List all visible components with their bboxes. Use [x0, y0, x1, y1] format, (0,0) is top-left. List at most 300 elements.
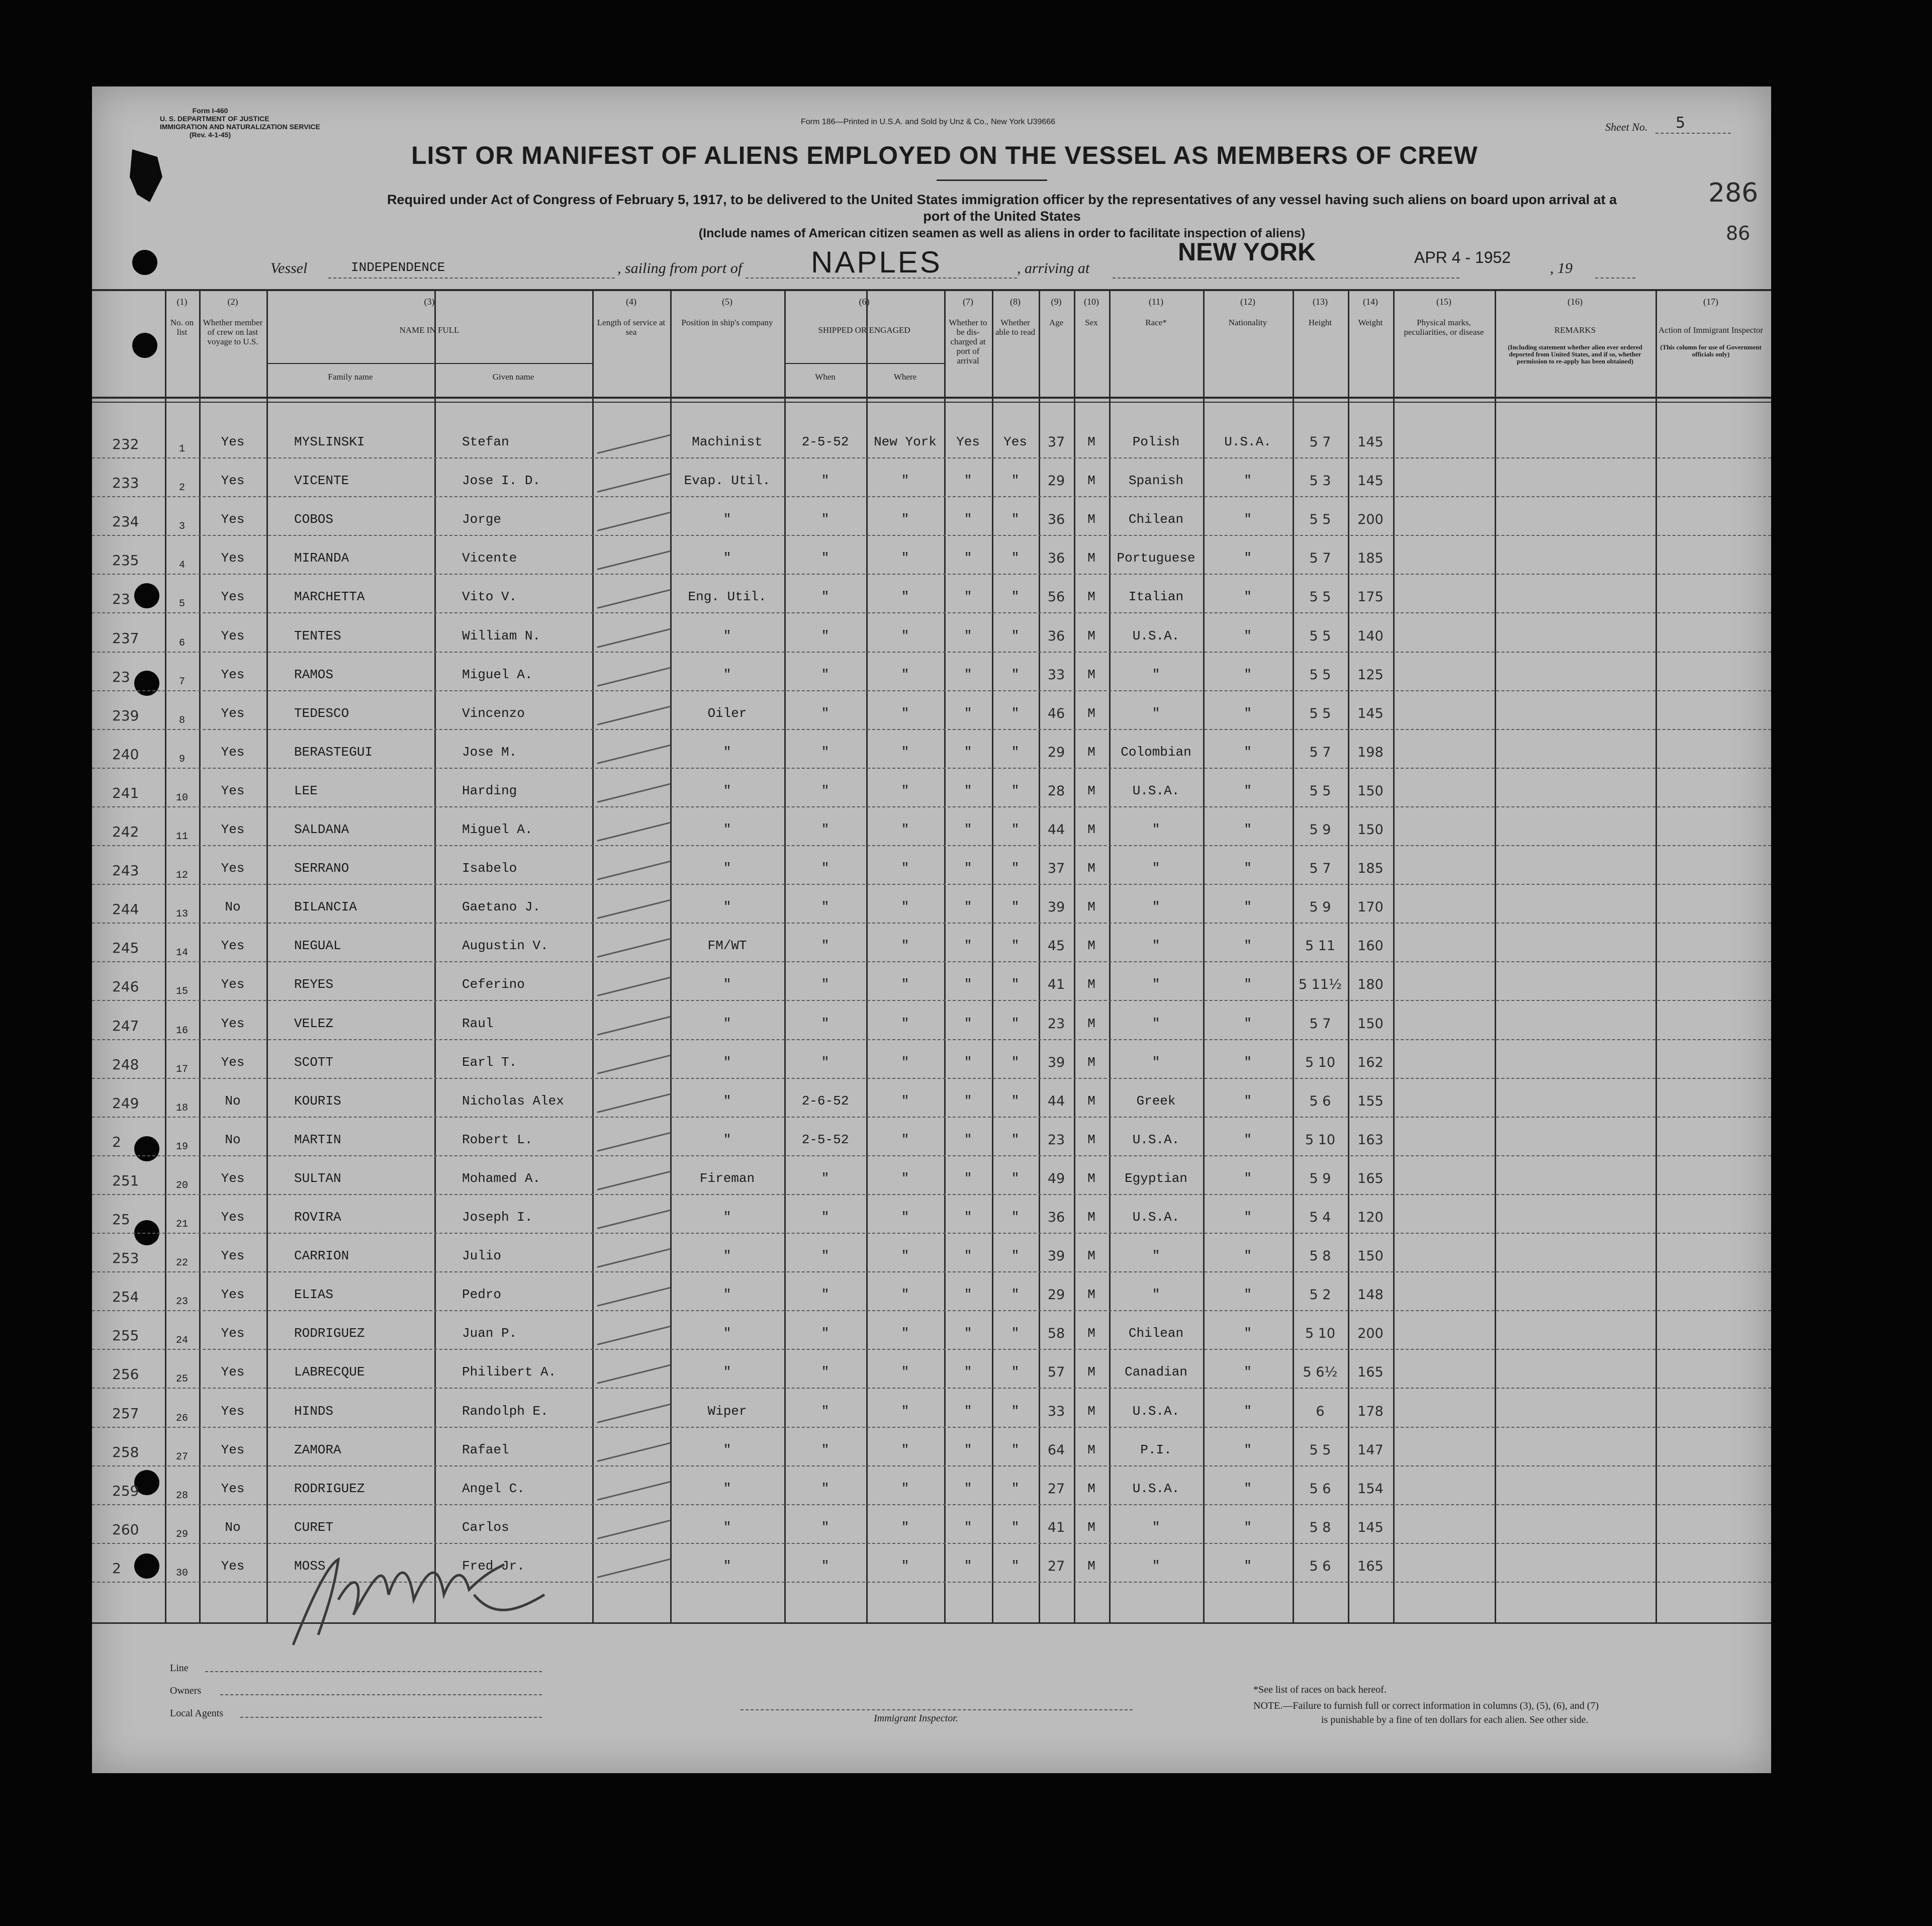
column-divider: [670, 290, 672, 1622]
cell-race: U.S.A.: [1132, 783, 1180, 798]
cell-when: ": [821, 1016, 830, 1031]
cell-weight: 147: [1357, 1442, 1384, 1458]
row-divider: [92, 1465, 1771, 1466]
cell-weight: 198: [1357, 744, 1384, 760]
cell-race: U.S.A.: [1132, 1403, 1180, 1419]
cell-where: ": [901, 861, 909, 876]
service-checkmark: [597, 1054, 671, 1074]
cell-position: ": [723, 628, 731, 644]
cell-sex: M: [1087, 512, 1095, 527]
list-number: 1: [178, 443, 185, 455]
reference-number: 232: [112, 436, 139, 452]
cell-where: ": [901, 1210, 909, 1225]
cell-height: 5 4: [1309, 1210, 1331, 1225]
cell-last: No: [225, 1519, 241, 1535]
reference-number: 244: [112, 901, 139, 918]
cell-where: ": [901, 1132, 909, 1147]
cell-family: ZAMORA: [294, 1442, 341, 1457]
cell-sex: M: [1087, 1093, 1095, 1109]
cell-age: 49: [1047, 1170, 1065, 1186]
cell-nat: ": [1244, 977, 1252, 992]
cell-where: ": [901, 628, 909, 644]
list-number: 9: [178, 753, 185, 765]
cell-family: COBOS: [294, 512, 334, 527]
cell-family: SCOTT: [294, 1054, 334, 1070]
list-number: 17: [175, 1063, 188, 1075]
cell-position: ": [723, 783, 731, 798]
cell-nat: ": [1244, 551, 1252, 566]
row-divider: [92, 806, 1771, 807]
punch-hole: [134, 1136, 159, 1161]
sheet-label: Sheet No.: [1605, 121, 1648, 133]
list-number: 30: [175, 1567, 188, 1579]
arrival-port: NEW YORK: [1178, 238, 1316, 266]
row-divider: [92, 1427, 1771, 1428]
cell-disch: ": [964, 861, 972, 876]
cell-last: Yes: [221, 938, 245, 954]
cell-sex: M: [1087, 473, 1095, 489]
cell-sex: M: [1087, 977, 1095, 992]
cell-family: MYSLINSKI: [294, 434, 365, 449]
cell-disch: ": [964, 589, 972, 605]
column-note: (This column for use of Government officials only): [1660, 343, 1762, 358]
cell-when: ": [821, 1442, 830, 1457]
cell-position: ": [723, 1519, 731, 1535]
reference-number: 23: [112, 668, 130, 685]
column-divider: [266, 290, 268, 1622]
cell-disch: ": [964, 938, 972, 954]
cell-when: ": [821, 1403, 830, 1419]
cell-read: ": [1011, 861, 1020, 876]
cell-when: ": [821, 938, 830, 954]
cell-disch: ": [964, 744, 972, 760]
list-number: 10: [175, 792, 188, 804]
punch-hole: [134, 671, 159, 696]
cell-height: 5 5: [1309, 1442, 1331, 1458]
cell-when: ": [821, 861, 830, 876]
cell-given: Robert L.: [462, 1132, 533, 1147]
cell-read: ": [1011, 1326, 1020, 1341]
cell-age: 41: [1047, 1519, 1065, 1535]
cell-disch: ": [964, 1403, 972, 1419]
cell-where: ": [901, 1558, 909, 1574]
column-divider: [1039, 290, 1040, 1622]
column-divider: [1203, 290, 1205, 1622]
cell-weight: 145: [1357, 434, 1384, 450]
service-checkmark: [597, 1364, 671, 1384]
cell-where: New York: [874, 434, 937, 449]
cell-height: 5 7: [1309, 1016, 1331, 1032]
cell-sex: M: [1087, 589, 1095, 605]
cell-position: ": [723, 977, 731, 992]
cell-family: RAMOS: [294, 667, 334, 682]
cell-age: 64: [1047, 1442, 1065, 1458]
column-header: Whether to be dis- charged at port of arrival: [949, 318, 987, 365]
cell-weight: 170: [1357, 899, 1384, 915]
column-number: (16): [1568, 297, 1583, 307]
cell-position: ": [723, 1132, 731, 1147]
cell-disch: ": [964, 1442, 972, 1457]
cell-race: U.S.A.: [1132, 1210, 1180, 1225]
printer-line: Form 186—Printed in U.S.A. and Sold by Unz & Co., New York U39666: [801, 118, 1056, 126]
cell-when: ": [821, 783, 830, 798]
cell-last: Yes: [221, 1403, 245, 1419]
cell-family: ELIAS: [294, 1287, 334, 1303]
cell-given: Raul: [462, 1016, 494, 1031]
cell-last: Yes: [221, 977, 245, 992]
cell-race: ": [1152, 667, 1160, 682]
cell-where: ": [901, 1054, 909, 1070]
column-header: Whether member of crew on last voyage to U.S.: [203, 318, 263, 346]
cell-age: 37: [1047, 861, 1065, 877]
form-revision: (Rev. 4-1-45): [189, 131, 231, 139]
cell-race: ": [1152, 899, 1160, 915]
row-divider: [92, 690, 1771, 691]
punch-hole: [134, 583, 159, 608]
cell-age: 45: [1047, 938, 1065, 954]
cell-given: Harding: [462, 783, 517, 798]
reference-number: 23: [112, 591, 130, 608]
cell-sex: M: [1087, 1326, 1095, 1341]
row-divider: [92, 457, 1771, 458]
owners-label: Owners: [170, 1685, 202, 1696]
cell-position: ": [723, 744, 731, 760]
cell-weight: 178: [1357, 1403, 1384, 1419]
list-number: 20: [175, 1179, 188, 1191]
column-number: (1): [176, 297, 188, 307]
cell-disch: ": [964, 705, 972, 721]
column-header: Weight: [1358, 318, 1383, 327]
service-checkmark: [597, 589, 671, 609]
cell-height: 5 2: [1309, 1287, 1331, 1303]
row-divider: [92, 1271, 1771, 1272]
cell-weight: 165: [1357, 1170, 1384, 1186]
column-divider: [1393, 290, 1395, 1622]
cell-read: ": [1011, 1093, 1020, 1109]
cell-weight: 145: [1357, 1519, 1384, 1535]
subtitle-port: port of the United States: [923, 209, 1081, 224]
cell-position: ": [723, 822, 731, 837]
cell-disch: ": [964, 822, 972, 837]
cell-weight: 125: [1357, 667, 1384, 683]
cell-disch: ": [964, 667, 972, 682]
reference-number: 249: [112, 1094, 139, 1112]
cell-position: Evap. Util.: [684, 473, 771, 489]
cell-disch: Yes: [956, 434, 980, 449]
cell-weight: 140: [1357, 628, 1384, 644]
punch-hole: [134, 1553, 159, 1579]
cell-disch: ": [964, 473, 972, 489]
cell-where: ": [901, 899, 909, 915]
cell-where: ": [901, 1481, 909, 1496]
cell-age: 28: [1047, 783, 1065, 799]
cell-given: Jose M.: [462, 744, 517, 760]
cell-nat: ": [1244, 1248, 1252, 1264]
cell-read: ": [1011, 1016, 1020, 1031]
cell-disch: ": [964, 1364, 972, 1380]
cell-age: 56: [1047, 589, 1065, 605]
cell-race: P.I.: [1140, 1442, 1172, 1457]
row-divider: [92, 1194, 1771, 1195]
cell-race: ": [1152, 1054, 1160, 1070]
cell-when: ": [821, 551, 830, 566]
list-number: 25: [175, 1373, 188, 1386]
cell-sex: M: [1087, 822, 1095, 837]
service-checkmark: [597, 938, 671, 958]
cell-race: Greek: [1136, 1093, 1176, 1109]
reference-number: 256: [112, 1366, 139, 1383]
arrival-date: APR 4 - 1952: [1414, 248, 1511, 266]
cell-race: U.S.A.: [1132, 1481, 1180, 1496]
cell-where: ": [901, 1364, 909, 1380]
reference-number: 243: [112, 862, 139, 879]
cell-race: ": [1152, 1519, 1160, 1535]
cell-family: MARCHETTA: [294, 589, 365, 605]
column-header: Length of service at sea: [597, 318, 666, 337]
cell-height: 5 9: [1309, 822, 1331, 838]
service-checkmark: [597, 551, 671, 570]
cell-given: Jose I. D.: [462, 473, 541, 489]
row-divider: [92, 574, 1771, 575]
cell-disch: ": [964, 1248, 972, 1264]
list-number: 22: [175, 1257, 188, 1269]
cell-given: Fred Jr.: [462, 1558, 525, 1574]
cell-read: ": [1011, 1132, 1020, 1147]
cell-nat: ": [1244, 1132, 1252, 1147]
cell-where: ": [901, 667, 909, 682]
cell-race: ": [1152, 1287, 1160, 1303]
cell-read: ": [1011, 705, 1020, 721]
service-checkmark: [597, 1558, 671, 1578]
cell-family: MOSS: [294, 1558, 326, 1574]
cell-when: ": [821, 1364, 830, 1380]
column-number: (8): [1010, 297, 1021, 307]
list-number: 15: [175, 986, 188, 998]
cell-where: ": [901, 1093, 909, 1109]
column-number: (3): [424, 297, 435, 307]
cell-read: ": [1011, 1170, 1020, 1186]
cell-family: NEGUAL: [294, 938, 341, 954]
cell-last: Yes: [221, 667, 245, 682]
cell-position: ": [723, 1210, 731, 1225]
fine-note-2: is punishable by a fine of ten dollars for each alien. See other side.: [1321, 1714, 1589, 1725]
list-number: 14: [175, 947, 188, 959]
stamp-number: 286: [1708, 178, 1759, 208]
column-number: (10): [1084, 297, 1099, 307]
list-number: 24: [175, 1335, 188, 1347]
column-header: Height: [1308, 318, 1332, 327]
cell-last: No: [225, 899, 241, 915]
reference-number: 241: [112, 784, 139, 801]
cell-where: ": [901, 1403, 909, 1419]
cell-family: BERASTEGUI: [294, 744, 373, 760]
row-divider: [92, 1078, 1771, 1079]
reference-number: 245: [112, 940, 139, 957]
reference-number: 237: [112, 629, 139, 647]
cell-disch: ": [964, 899, 972, 915]
cell-sex: M: [1087, 861, 1095, 876]
column-header: SHIPPED OR ENGAGED: [818, 325, 910, 335]
cell-family: TEDESCO: [294, 705, 349, 721]
cell-given: Pedro: [462, 1287, 502, 1303]
cell-weight: 200: [1357, 512, 1384, 528]
cell-position: ": [723, 1248, 731, 1264]
service-name: IMMIGRATION AND NATURALIZATION SERVICE: [160, 123, 320, 131]
list-number: 13: [175, 908, 188, 921]
service-checkmark: [597, 1520, 671, 1539]
cell-given: Stefan: [462, 434, 509, 449]
row-divider: [92, 496, 1771, 497]
cell-family: BILANCIA: [294, 899, 357, 915]
cell-given: Philibert A.: [462, 1364, 557, 1380]
cell-height: 5 10: [1305, 1054, 1336, 1070]
reference-number: 259: [112, 1482, 139, 1499]
cell-disch: ": [964, 1287, 972, 1303]
row-divider: [92, 1155, 1771, 1156]
cell-race: ": [1152, 705, 1160, 721]
cell-weight: 185: [1357, 551, 1384, 567]
reference-number: 240: [112, 746, 139, 763]
cell-family: KOURIS: [294, 1093, 341, 1109]
cell-when: ": [821, 822, 830, 837]
form-number: Form I-460: [192, 107, 228, 115]
service-checkmark: [597, 1326, 671, 1345]
column-header: Whether able to read: [995, 318, 1036, 337]
cell-height: 5 6: [1309, 1558, 1331, 1574]
cell-position: ": [723, 1287, 731, 1303]
service-checkmark: [597, 1016, 671, 1035]
manifest-title: LIST OR MANIFEST OF ALIENS EMPLOYED ON THE VESSEL AS MEMBERS OF CREW: [411, 141, 1478, 169]
cell-when: ": [821, 1054, 830, 1070]
cell-height: 5 6½: [1303, 1364, 1338, 1381]
cell-age: 58: [1047, 1326, 1065, 1342]
cell-when: ": [821, 1287, 830, 1303]
cell-age: 46: [1047, 705, 1065, 721]
cell-last: Yes: [221, 1248, 245, 1264]
cell-where: ": [901, 783, 909, 798]
cell-disch: ": [964, 1481, 972, 1496]
column-number: (7): [963, 297, 973, 307]
cell-family: RODRIGUEZ: [294, 1326, 365, 1341]
list-number: 11: [175, 831, 188, 843]
cell-when: ": [821, 628, 830, 644]
reference-number: 239: [112, 707, 139, 724]
cell-read: ": [1011, 512, 1020, 527]
list-number: 12: [175, 870, 188, 882]
cell-read: ": [1011, 473, 1020, 489]
list-number: 7: [178, 676, 185, 688]
cell-disch: ": [964, 512, 972, 527]
local-agents-label: Local Agents: [170, 1708, 224, 1719]
cell-given: Miguel A.: [462, 667, 533, 682]
cell-age: 57: [1047, 1364, 1065, 1381]
list-number: 18: [175, 1102, 188, 1114]
cell-height: 5 9: [1309, 1170, 1331, 1186]
column-divider: [784, 290, 786, 1622]
cell-when: ": [821, 1481, 830, 1496]
cell-family: MARTIN: [294, 1132, 341, 1147]
cell-last: Yes: [221, 1170, 245, 1186]
row-divider: [92, 884, 1771, 885]
reference-number: 25: [112, 1211, 130, 1228]
service-checkmark: [597, 434, 671, 454]
service-checkmark: [597, 1248, 671, 1268]
line-label: Line: [170, 1663, 189, 1674]
cell-weight: 150: [1357, 1016, 1384, 1032]
cell-position: ": [723, 1326, 731, 1341]
list-number: 29: [175, 1528, 188, 1540]
cell-age: 23: [1047, 1132, 1065, 1148]
cell-race: Egyptian: [1125, 1170, 1187, 1186]
list-number: 6: [178, 637, 185, 649]
cell-where: ": [901, 551, 909, 566]
cell-weight: 150: [1357, 1248, 1384, 1264]
cell-family: CARRION: [294, 1248, 349, 1264]
cell-weight: 150: [1357, 822, 1384, 838]
cell-weight: 175: [1357, 589, 1384, 605]
year-label: , 19: [1550, 260, 1573, 277]
service-checkmark: [597, 745, 671, 764]
cell-weight: 154: [1357, 1481, 1384, 1497]
column-divider: [1074, 290, 1075, 1622]
cell-nat: ": [1244, 667, 1252, 682]
row-divider: [92, 1000, 1771, 1001]
cell-height: 5 10: [1305, 1326, 1336, 1342]
cell-last: Yes: [221, 473, 245, 489]
service-checkmark: [597, 899, 671, 919]
cell-sex: M: [1087, 434, 1095, 449]
cell-height: 5 11½: [1298, 977, 1342, 993]
cell-weight: 155: [1357, 1093, 1384, 1109]
cell-age: 37: [1047, 434, 1065, 450]
cell-height: 5 10: [1305, 1132, 1336, 1148]
reference-number: 251: [112, 1172, 139, 1189]
cell-read: ": [1011, 1519, 1020, 1535]
cell-disch: ": [964, 1558, 972, 1574]
reference-number: 247: [112, 1017, 139, 1034]
cell-family: LEE: [294, 783, 318, 798]
cell-family: MIRANDA: [294, 551, 349, 566]
cell-height: 5 6: [1309, 1481, 1331, 1497]
cell-race: ": [1152, 1016, 1160, 1031]
cell-last: Yes: [221, 551, 245, 566]
cell-last: Yes: [221, 1558, 245, 1574]
cell-read: ": [1011, 783, 1020, 798]
cell-given: Joseph I.: [462, 1210, 533, 1225]
row-divider: [92, 1039, 1771, 1040]
cell-nat: ": [1244, 1210, 1252, 1225]
column-number: (17): [1703, 297, 1718, 307]
cell-age: 36: [1047, 1210, 1065, 1225]
service-checkmark: [597, 1481, 671, 1500]
list-number: 26: [175, 1412, 188, 1424]
cell-last: Yes: [221, 1287, 245, 1303]
cell-where: ": [901, 938, 909, 954]
cell-sex: M: [1087, 1558, 1095, 1574]
reference-number: 253: [112, 1250, 139, 1267]
column-number: (12): [1240, 297, 1255, 307]
cell-nat: ": [1244, 1093, 1252, 1109]
row-divider: [92, 1233, 1771, 1234]
column-subheader: Where: [893, 372, 917, 382]
cell-position: ": [723, 551, 731, 566]
cell-last: Yes: [221, 1054, 245, 1070]
cell-when: ": [821, 473, 830, 489]
cell-nat: ": [1244, 1481, 1252, 1496]
cell-read: ": [1011, 1442, 1020, 1457]
cell-height: 5 7: [1309, 861, 1331, 877]
column-header: Age: [1049, 318, 1064, 327]
